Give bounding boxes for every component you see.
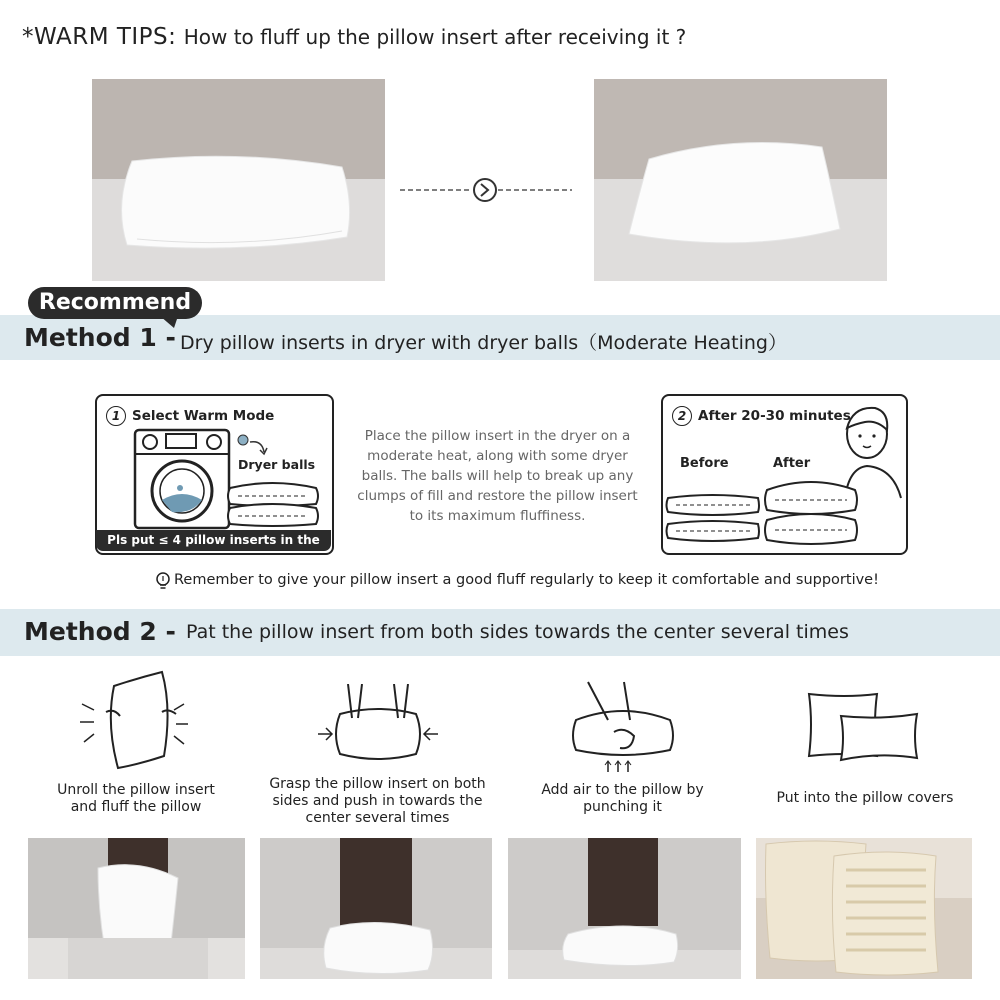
warm-tips-label: *WARM TIPS: bbox=[22, 24, 177, 50]
step1-title: 1 Select Warm Mode bbox=[106, 406, 274, 426]
dryer-instructions: Place the pillow insert in the dryer on a moderate heat, along with some dryer balls. The balls will help to break up any clumps of fill and restore the pillow insert to its maximum fluffiness. bbox=[357, 428, 638, 524]
before-label: Before bbox=[680, 456, 729, 471]
covers-photo bbox=[756, 838, 972, 979]
step-caption-punch: Add air to the pillow by punching it bbox=[541, 782, 704, 815]
dryer-limit-note: Pls put ≤ 4 pillow inserts in the dryer bbox=[96, 530, 331, 551]
warm-tips-title bbox=[22, 24, 686, 50]
grasp-pillow-icon bbox=[318, 684, 438, 768]
washing-machine-icon bbox=[132, 428, 232, 530]
grasp-photo bbox=[260, 838, 492, 979]
punch-pillow-icon bbox=[568, 680, 678, 776]
step-caption-unroll: Unroll the pillow insert and fluff the pillow bbox=[57, 782, 215, 815]
fluff-reminder: Remember to give your pillow insert a good fluff regularly to keep it comfortable and supportive! bbox=[174, 572, 879, 588]
fluffed-pillow-photo bbox=[594, 79, 887, 281]
stacked-pillows-icon bbox=[226, 476, 321, 530]
step-caption-covers: Put into the pillow covers bbox=[776, 790, 954, 806]
dryer-ball-icon bbox=[236, 432, 272, 460]
step2-title: 2 After 20-30 minutes bbox=[672, 406, 851, 426]
method1-label: Method 1 - bbox=[24, 323, 176, 352]
arrow-connector bbox=[400, 176, 575, 208]
unroll-pillow-icon bbox=[76, 668, 196, 778]
method1-description: Dry pillow inserts in dryer with dryer balls（Moderate Heating） bbox=[180, 332, 787, 354]
pillow-covers-icon bbox=[805, 690, 923, 762]
recommend-badge: Recommend bbox=[28, 287, 202, 319]
lightbulb-icon bbox=[155, 572, 171, 592]
dryer-balls-label: Dryer balls bbox=[238, 457, 316, 472]
warm-tips-question: How to fluff up the pillow insert after receiving it ? bbox=[183, 25, 687, 49]
before-pillows-icon bbox=[664, 490, 762, 548]
punch-photo bbox=[508, 838, 741, 979]
method2-description: Pat the pillow insert from both sides towards the center several times bbox=[186, 621, 849, 643]
unroll-photo bbox=[28, 838, 245, 979]
flat-pillow-photo bbox=[92, 79, 385, 281]
after-label: After bbox=[773, 456, 811, 471]
method2-label: Method 2 - bbox=[24, 617, 176, 646]
step-caption-grasp: Grasp the pillow insert on both sides and push in towards the center several times bbox=[269, 776, 486, 826]
after-pillows-icon bbox=[763, 476, 859, 548]
